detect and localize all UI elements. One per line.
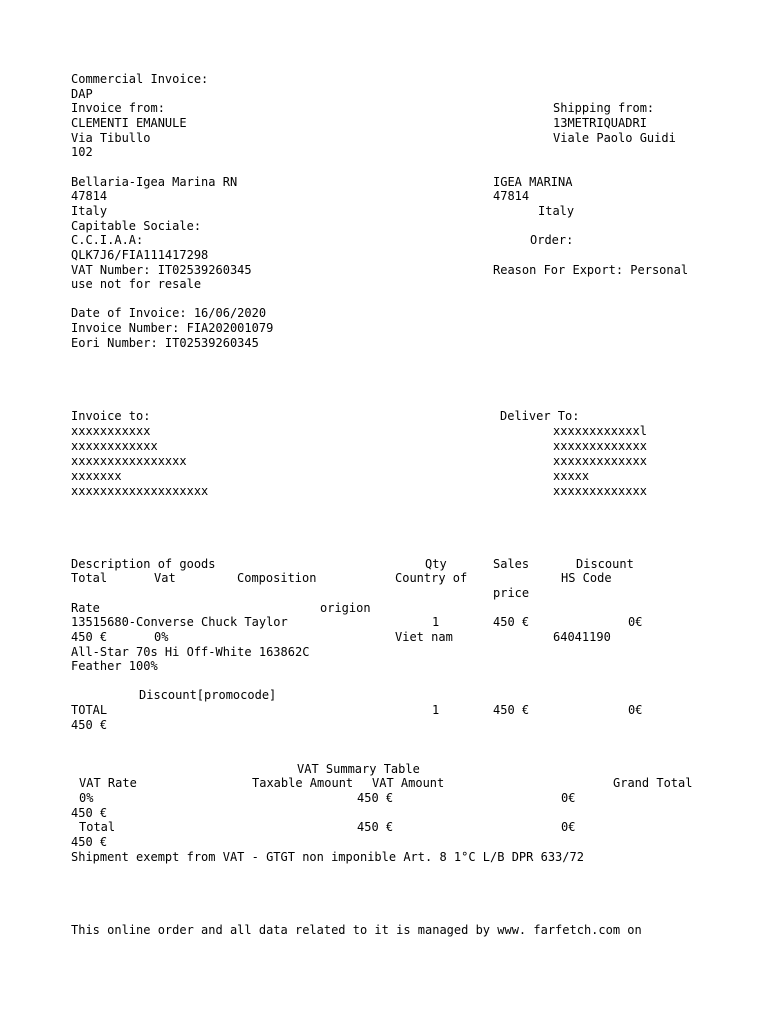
vat-row-grand: 450 € (71, 806, 108, 820)
use-note: use not for resale (71, 277, 202, 291)
goods-header-discount: Discount (576, 557, 634, 571)
invoice-number: Invoice Number: FIA202001079 (71, 321, 274, 335)
invoice-title: Commercial Invoice: (71, 72, 209, 86)
item-vat: 0% (154, 630, 169, 644)
item-description: 13515680-Converse Chuck Taylor (71, 615, 288, 629)
item-qty: 1 (432, 615, 440, 629)
seller-reference: QLK7J6/FIA111417298 (71, 248, 209, 262)
vat-total-label: Total (79, 820, 116, 834)
seller-number: 102 (71, 145, 93, 159)
goods-header-country: Country of (395, 571, 468, 585)
seller-zip: 47814 (71, 189, 108, 203)
goods-header-vat: Vat (154, 571, 176, 585)
deliver-to-label: Deliver To: (500, 409, 580, 423)
vat-header-vat-amount: VAT Amount (372, 776, 445, 790)
vat-total-taxable: 450 € (357, 820, 394, 834)
goods-total-qty: 1 (432, 703, 440, 717)
invoice-to-line: xxxxxxxxxxx (71, 424, 151, 438)
shipping-from-label: Shipping from: (553, 101, 655, 115)
seller-street: Via Tibullo (71, 131, 151, 145)
deliver-to-line: xxxxx (553, 469, 590, 483)
goods-header-qty: Qty (425, 557, 447, 571)
invoice-from-label: Invoice from: (71, 101, 165, 115)
invoice-to-label: Invoice to: (71, 409, 151, 423)
vat-summary-title: VAT Summary Table (297, 762, 420, 776)
item-country: Viet nam (395, 630, 453, 644)
goods-header-composition: Composition (237, 571, 317, 585)
delivery-terms: DAP (71, 87, 93, 101)
item-discount: 0€ (628, 615, 643, 629)
shipper-street: Viale Paolo Guidi (553, 131, 676, 145)
vat-header-taxable: Taxable Amount (252, 776, 354, 790)
goods-total-discount: 0€ (628, 703, 643, 717)
export-reason: Reason For Export: Personal (493, 263, 689, 277)
order-label: Order: (530, 233, 574, 247)
goods-header-total: Total (71, 571, 108, 585)
vat-row-rate: 0% (79, 791, 94, 805)
seller-name: CLEMENTI EMANULE (71, 116, 187, 130)
goods-total-price: 450 € (493, 703, 530, 717)
item-hscode: 64041190 (553, 630, 611, 644)
deliver-to-line: xxxxxxxxxxxxl (553, 424, 647, 438)
shipper-city: IGEA MARINA (493, 175, 573, 189)
goods-header-description: Description of goods (71, 557, 216, 571)
capital-label: Capitable Sociale: (71, 219, 202, 233)
promo-discount: Discount[promocode] (139, 688, 277, 702)
invoice-to-line: xxxxxxxxxxxxxxxx (71, 454, 187, 468)
shipper-name: 13METRIQUADRI (553, 116, 647, 130)
goods-header-sales: Sales (493, 557, 530, 571)
vat-total-vat: 0€ (561, 820, 576, 834)
goods-total-value: 450 € (71, 718, 108, 732)
shipper-country: Italy (538, 204, 575, 218)
seller-city: Bellaria-Igea Marina RN (71, 175, 238, 189)
cciaa-label: C.C.I.A.A: (71, 233, 144, 247)
item-price: 450 € (493, 615, 530, 629)
item-total: 450 € (71, 630, 108, 644)
invoice-to-line: xxxxxxx (71, 469, 122, 483)
goods-header-rate: Rate (71, 601, 100, 615)
footer-note: This online order and all data related to it is managed by www. farfetch.com on (71, 923, 642, 937)
vat-row-vat: 0€ (561, 791, 576, 805)
item-composition: Feather 100% (71, 659, 158, 673)
deliver-to-line: xxxxxxxxxxxxx (553, 484, 647, 498)
goods-total-label: TOTAL (71, 703, 108, 717)
goods-header-hscode: HS Code (561, 571, 612, 585)
invoice-to-line: xxxxxxxxxxxxxxxxxxx (71, 484, 209, 498)
goods-header-origin: origion (320, 601, 371, 615)
vat-row-taxable: 450 € (357, 791, 394, 805)
vat-total-grand: 450 € (71, 835, 108, 849)
invoice-to-line: xxxxxxxxxxxx (71, 439, 158, 453)
invoice-date: Date of Invoice: 16/06/2020 (71, 306, 267, 320)
deliver-to-line: xxxxxxxxxxxxx (553, 439, 647, 453)
seller-vat-number: VAT Number: IT02539260345 (71, 263, 252, 277)
deliver-to-line: xxxxxxxxxxxxx (553, 454, 647, 468)
vat-header-rate: VAT Rate (79, 776, 137, 790)
shipper-zip: 47814 (493, 189, 530, 203)
seller-country: Italy (71, 204, 108, 218)
goods-header-price: price (493, 586, 530, 600)
vat-exemption-note: Shipment exempt from VAT - GTGT non imponible Art. 8 1°C L/B DPR 633/72 (71, 850, 584, 864)
vat-header-grand-total: Grand Total (613, 776, 693, 790)
item-description-cont: All-Star 70s Hi Off-White 163862C (71, 645, 310, 659)
eori-number: Eori Number: IT02539260345 (71, 336, 259, 350)
